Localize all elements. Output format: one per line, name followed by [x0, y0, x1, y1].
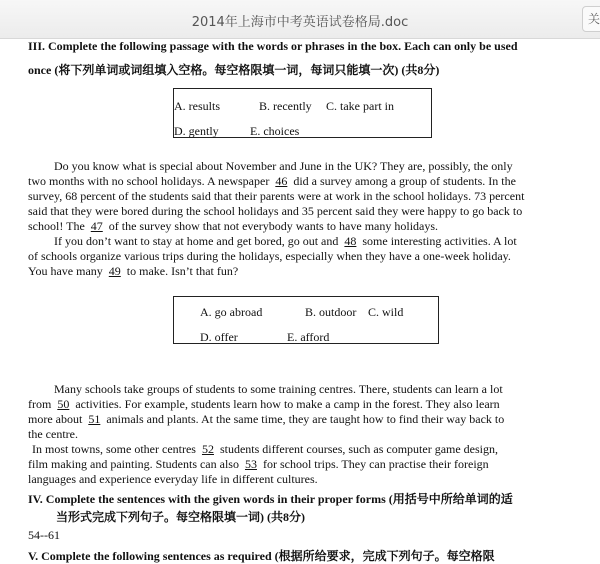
blank-48: 48	[344, 234, 357, 248]
text-span: to make. Isn’t that fun?	[126, 264, 239, 278]
text-span: If you don’t want to stay at home and get bored, go out and	[54, 234, 339, 248]
box2-option-e: E. afford	[287, 330, 330, 344]
passage2-line: Many schools take groups of students to some training centres. There, students can learn a lot	[54, 382, 503, 396]
passage2-line	[28, 457, 536, 472]
window-titlebar	[0, 0, 600, 39]
text-span: two months with no school holidays. A newspaper	[28, 174, 270, 188]
blank-53: 53	[244, 457, 257, 471]
blank-49: 49	[108, 264, 121, 278]
passage1-line: said that they were bored during the school holidays and 35 percent said they were happy to go back to	[28, 204, 523, 218]
passage1-line	[28, 174, 536, 189]
text-span: students different courses, such as computer game design,	[219, 442, 499, 456]
text-span: In most towns, some other centres	[32, 442, 196, 456]
text-span: some interesting activities. A lot	[362, 234, 517, 248]
passage2	[28, 382, 536, 487]
box1-option-e: E. choices	[250, 124, 300, 138]
box1-option-a: A. results	[174, 99, 220, 113]
box1-option-c: C. take part in	[326, 99, 394, 113]
box1-option-d: D. gently	[174, 124, 219, 138]
box2-option-b: B. outdoor	[305, 305, 357, 319]
section4-heading	[28, 492, 536, 507]
close-button[interactable]: 关	[582, 6, 600, 32]
section4-heading-en: IV. Complete the sentences with the given words in their proper forms	[28, 492, 386, 506]
blank-52: 52	[201, 442, 214, 456]
section3-heading-en: III. Complete the following passage with the words or phrases in the box. Each can only be used	[28, 39, 518, 53]
passage1-line	[28, 219, 536, 234]
blank-47: 47	[90, 219, 103, 233]
passage2-line	[28, 442, 536, 457]
text-span: film making and painting. Students can also	[28, 457, 239, 471]
text-span: animals and plants. At the same time, they are taught how to find their way back to	[106, 412, 505, 426]
section3-heading	[28, 39, 536, 78]
section5-heading: V. Complete the following sentences as required (根据所给要求，完成下列句子。每空格限	[28, 549, 495, 563]
passage1-line: of schools organize various trips during the holidays, especially when they have a one-week holiday.	[28, 249, 511, 263]
text-span: You have many	[28, 264, 103, 278]
text-span: for school trips. They can practise their foreign	[262, 457, 489, 471]
text-span: activities. For example, students learn how to make a camp in the forest. They also learn	[75, 397, 500, 411]
box1-option-b: B. recently	[259, 99, 312, 113]
passage2-line: the centre.	[28, 427, 78, 441]
passage1-line	[28, 234, 536, 249]
text-span: more about	[28, 412, 83, 426]
box2-option-a: A. go abroad	[200, 305, 263, 319]
blank-50: 50	[57, 397, 70, 411]
passage1-line: survey, 68 percent of the students said that their parents were at work in the school holidays. 73 percent	[28, 189, 525, 203]
passage2-line	[28, 412, 536, 427]
word-box-1	[173, 88, 432, 138]
section4	[28, 492, 536, 543]
passage2-line	[28, 397, 536, 412]
text-span: did a survey among a group of students. In the	[293, 174, 516, 188]
blank-51: 51	[88, 412, 101, 426]
document-title: 2014年上海市中考英语试卷格局.doc	[191, 15, 409, 30]
passage1	[28, 159, 536, 279]
passage1-line: Do you know what is special about November and June in the UK? They are, possibly, the only	[54, 159, 513, 173]
passage2-line: languages and experience everyday life in different cultures.	[28, 472, 318, 486]
blank-46: 46	[275, 174, 288, 188]
box2-option-c: C. wild	[368, 305, 404, 319]
section4-heading-cn2: 当形式完成下列句子。每空格限填一词) (共8分)	[56, 510, 305, 524]
question-range: 54--61	[28, 528, 60, 542]
word-box-2	[173, 296, 439, 344]
text-span: of the survey show that not everybody wants to have many holidays.	[108, 219, 439, 233]
passage1-line	[28, 264, 536, 279]
text-span: school! The	[28, 219, 85, 233]
section3-heading-cn: once (将下列单词或词组填入空格。每空格限填一词，每词只能填一次) (共8分)	[28, 63, 440, 77]
box2-option-d: D. offer	[200, 330, 238, 344]
section4-heading-cn1: (用括号中所给单词的适	[388, 492, 513, 506]
text-span: from	[28, 397, 52, 411]
